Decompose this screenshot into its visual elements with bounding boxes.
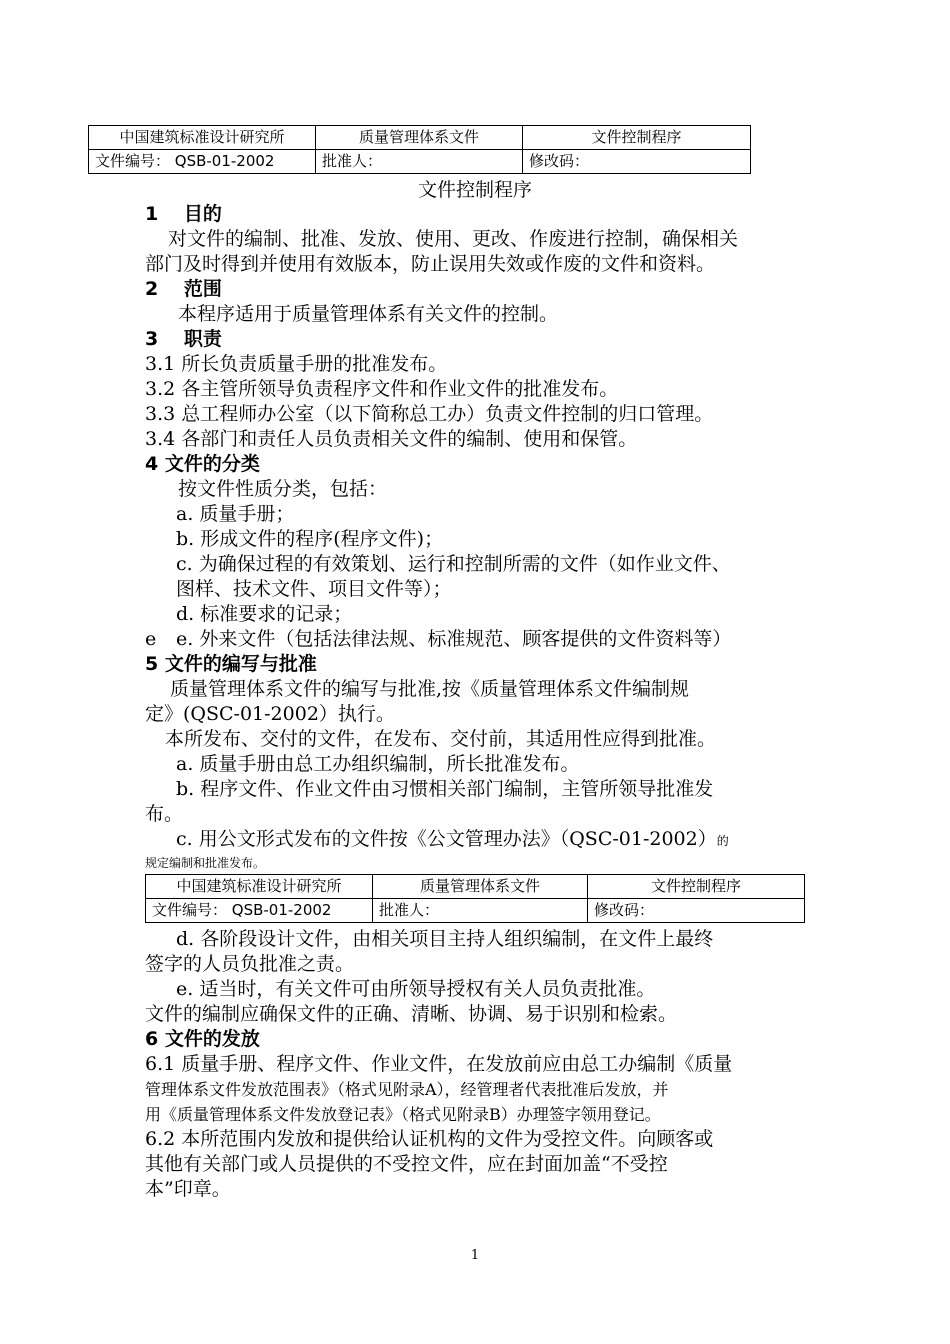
section-4-item-c-line1: c. 为确保过程的有效策划、运行和控制所需的文件（如作业文件、 [176,553,731,575]
header-mid-doc-name: 文件控制程序 [588,875,805,899]
section-4-item-e-marker: e [145,628,157,650]
page-number: 1 [470,1248,480,1263]
section-4-item-c-line2: 图样、技术文件、项目文件等）； [176,578,452,600]
section-4-item-b: b. 形成文件的程序(程序文件)； [176,528,444,550]
section-5-heading: 5 文件的编写与批准 [145,653,317,675]
section-5-item-d-line1: d. 各阶段设计文件，由相关项目主持人组织编制，在文件上最终 [176,928,714,950]
section-5-para2: 本所发布、交付的文件，在发布、交付前，其适用性应得到批准。 [165,728,717,750]
section-1-heading: 1 目的 [145,203,222,225]
header-mid-doc-type: 质量管理体系文件 [373,875,588,899]
section-6-1-line2: 管理体系文件发放范围表》（格式见附录A），经管理者代表批准后发放，并 [145,1080,669,1099]
section-6-heading: 6 文件的发放 [145,1028,260,1050]
section-4-intro: 按文件性质分类，包括： [178,478,388,500]
section-3-item-3: 3.3 总工程师办公室（以下简称总工办）负责文件控制的归口管理。 [145,403,714,425]
section-3-item-4: 3.4 各部门和责任人员负责相关文件的编制、使用和保管。 [145,428,638,450]
header-mid-org: 中国建筑标准设计研究所 [146,875,373,899]
header-table-mid [145,874,805,923]
section-3-heading: 3 职责 [145,328,222,350]
header-mid-approver: 批准人： [373,899,588,923]
section-6-2-line1: 6.2 本所范围内发放和提供给认证机构的文件为受控文件。向顾客或 [145,1128,714,1150]
section-6-1-line3: 用《质量管理体系文件发放登记表》（格式见附录B）办理签字领用登记。 [145,1105,661,1124]
header-org: 中国建筑标准设计研究所 [89,126,316,150]
section-5-para3: 文件的编制应确保文件的正确、清晰、协调、易于识别和检索。 [145,1003,678,1025]
section-3-item-1: 3.1 所长负责质量手册的批准发布。 [145,353,448,375]
section-5-item-b-line1: b. 程序文件、作业文件由习惯相关部门编制，主管所领导批准发 [176,778,714,800]
page-title: 文件控制程序 [417,179,532,201]
section-6-1-line1: 6.1 质量手册、程序文件、作业文件，在发放前应由总工办编制《质量 [145,1053,733,1075]
section-5-item-d-line2: 签字的人员负批准之责。 [145,953,355,975]
header-doc-type: 质量管理体系文件 [316,126,523,150]
section-2-heading: 2 范围 [145,278,222,300]
header-doc-no: 文件编号： QSB-01-2002 [89,150,316,174]
section-6-2-line2: 其他有关部门或人员提供的不受控文件，应在封面加盖“不受控 [145,1153,668,1175]
section-4-item-a: a. 质量手册； [176,503,295,525]
header-table-top [88,125,751,174]
header-revision: 修改码： [523,150,751,174]
header-mid-revision: 修改码： [588,899,805,923]
section-4-item-d: d. 标准要求的记录； [176,603,353,625]
section-4-item-e: e. 外来文件（包括法律法规、标准规范、顾客提供的文件资料等） [176,628,732,650]
section-5-item-c-text: c. 用公文形式发布的文件按《公文管理办法》（QSC-01-2002） [176,828,717,850]
header-approver: 批准人： [316,150,523,174]
section-5-item-c-line1 [176,827,729,854]
section-5-item-c-tail: 的 [716,834,729,848]
section-1-para-line1: 对文件的编制、批准、发放、使用、更改、作废进行控制，确保相关 [168,228,739,250]
header-mid-doc-no: 文件编号： QSB-01-2002 [146,899,373,923]
section-5-item-c-line2: 规定编制和批准发布。 [145,856,266,870]
section-5-item-a: a. 质量手册由总工办组织编制，所长批准发布。 [176,753,580,775]
section-1-para-line2: 部门及时得到并使用有效版本，防止误用失效或作废的文件和资料。 [145,253,716,275]
section-6-2-line3: 本”印章。 [145,1178,231,1200]
section-2-para: 本程序适用于质量管理体系有关文件的控制。 [178,303,559,325]
section-5-item-b-line2: 布。 [145,803,184,825]
header-doc-name: 文件控制程序 [523,126,751,150]
section-5-item-e: e. 适当时，有关文件可由所领导授权有关人员负责批准。 [176,978,656,1000]
section-3-item-2: 3.2 各主管所领导负责程序文件和作业文件的批准发布。 [145,378,619,400]
section-5-para1-line1: 质量管理体系文件的编写与批准,按《质量管理体系文件编制规 [170,678,690,700]
section-4-heading: 4 文件的分类 [145,453,260,475]
section-5-para1-line2: 定》(QSC-01-2002）执行。 [145,703,395,725]
